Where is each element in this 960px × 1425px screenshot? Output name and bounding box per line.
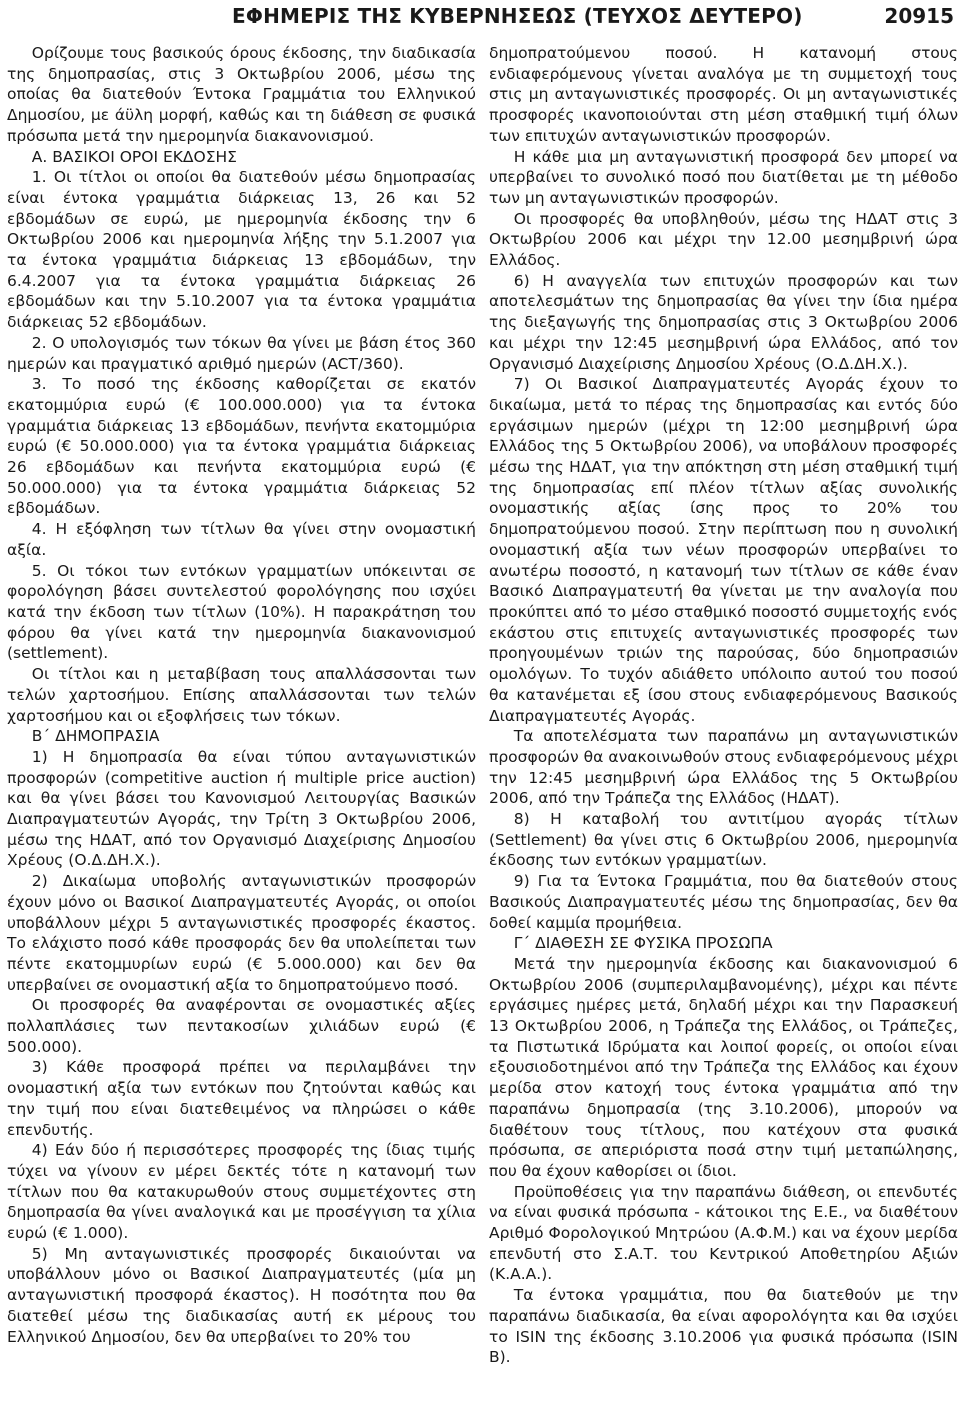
paragraph: 2. Ο υπολογισμός των τόκων θα γίνει με βάση έτος 360 ημερών και πραγματικό αριθμό ημερών (ACT/360). (7, 333, 476, 373)
paragraph: 2) Δικαίωμα υποβολής ανταγωνιστικών προσφορών έχουν μόνο οι Βασικοί Διαπραγματευτές Αγοράς, οι οποίοι υποβάλλουν μέχρι 5 ανταγωνιστικές προσφορές έκαστος. Το ελάχιστο ποσό κάθε προσφοράς δεν θα υπολείπεται των πέντε εκατομμυρίων ευρώ (€ 5.000.000) και δεν θα υπερβαίνει σε ονομαστική αξία το δημοπρατούμενο ποσό. (7, 872, 476, 994)
paragraph: 1. Οι τίτλοι οι οποίοι θα διατεθούν μέσω δημοπρασίας είναι έντοκα γραμμάτια διάρκειας 13, 26 και 52 εβδομάδων σε ευρώ, με ημερομηνία έκδοσης την 6 Οκτωβρίου 2006 και ημερομηνία λήξης την 5.1.2007 για τα έντοκα γραμμάτια διάρκειας 13 εβδομάδων, την 6.4.2007 για τα έντοκα γραμμάτια διάρκειας 26 εβδομάδων και την 5.10.2007 για τα έντοκα γραμμάτια διάρκειας 52 εβδομάδων. (7, 168, 476, 332)
paragraph: Μετά την ημερομηνία έκδοσης και διακανονισμού 6 Οκτωβρίου 2006 (συμπεριλαμβανομένης), μέχρι και πέντε εργάσιμες ημέρες μετά, δηλαδή μέχρι και την Παρασκευή 13 Οκτωβρίου 2006, η Τράπεζα της Ελλάδος, οι Τράπεζες, τα Πιστωτικά Ιδρύματα και λοιποί φορείς, οι οποίοι είναι εξουσιοδοτημένοι από την Τράπεζα της Ελλάδος και έχουν μερίδα στον κατοχή τους έντοκα γραμμάτια από την παραπάνω δημοπρασία (της 3.10.2006), μπορούν να διαθέτουν τους τίτλους, που κατέχουν στα φυσικά πρόσωπα, σε απεριόριστα ποσά στην τιμή μεταπώλησης, που θα έχουν καθορίσει οι ίδιοι. (489, 954, 958, 1180)
paragraph: Οι τίτλοι και η μεταβίβαση τους απαλλάσσονται των τελών χαρτοσήμου. Επίσης απαλλάσσονται των τελών χαρτοσήμου και οι εξοφλήσεις των τόκων. (7, 665, 476, 725)
page-number: 20915 (884, 4, 954, 28)
left-column (7, 43, 476, 1347)
paragraph: Τα έντοκα γραμμάτια, που θα διατεθούν με την παραπάνω διαδικασία, θα είναι αφορολόγητα και θα ισχύει το ISIN της έκδοσης 3.10.2006 για φυσικά πρόσωπα (ISIN B). (489, 1286, 958, 1367)
paragraph: 8) Η καταβολή του αντιτίμου αγοράς τίτλων (Settlement) θα γίνει στις 6 Οκτωβρίου 2006, ημερομηνία έκδοσης των εντόκων γραμματίων. (489, 810, 958, 870)
paragraph: 6) Η αναγγελία των επιτυχών προσφορών και των αποτελεσμάτων της δημοπρασίας θα γίνει την ίδια ημέρα της διεξαγωγής της δημοπρασίας στις 3 Οκτωβρίου 2006 και μέχρι την 12:45 μεσημβρινή ώρα Ελλάδος, από τον Οργανισμό Διαχείρισης Δημοσίου Χρέους (Ο.Δ.ΔΗ.Χ.). (489, 271, 958, 373)
paragraph: 4. Η εξόφληση των τίτλων θα γίνει στην ονομαστική αξία. (7, 520, 476, 559)
paragraph: 3. Το ποσό της έκδοσης καθορίζεται σε εκατόν εκατομμύρια ευρώ (€ 100.000.000) για τα έντοκα γραμμάτια διάρκειας 13 εβδομάδων, πενήντα εκατομμύρια ευρώ (€ 50.000.000) για τα έντοκα γραμμάτια διάρκειας 26 εβδομάδων και πενήντα εκατομμύρια ευρώ (€ 50.000.000) για τα έντοκα γραμμάτια διάρκειας 52 εβδομάδων. (7, 375, 476, 518)
paragraph: Η κάθε μια μη ανταγωνιστική προσφορά δεν μπορεί να υπερβαίνει το συνολικό ποσό που διατίθεται με τη μέθοδο των μη ανταγωνιστικών προσφορών. (489, 147, 958, 207)
paragraph: Τα αποτελέσματα των παραπάνω μη ανταγωνιστικών προσφορών θα ανακοινωθούν στους ενδιαφερόμενους μέχρι την 12:45 μεσημβρινή ώρα Ελλάδος της 5 Οκτωβρίου 2006, από την Τράπεζα της Ελλάδος (ΗΔΑΤ). (489, 727, 958, 808)
header-title: ΕΦΗΜΕΡΙΣ ΤΗΣ ΚΥΒΕΡΝΗΣΕΩΣ (ΤΕΥΧΟΣ ΔΕΥΤΕΡΟ) (232, 4, 803, 28)
paragraph: 1) Η δημοπρασία θα είναι τύπου ανταγωνιστικών προσφορών (competitive auction ή multiple price auction) και θα γίνει βάσει του Κανονισμού Λειτουργίας Βασικών Διαπραγματευτών Αγοράς, την Τρίτη 3 Οκτωβρίου 2006, μέσω της ΗΔΑΤ, από τον Οργανισμό Διαχείρισης Δημοσίου Χρέους (Ο.Δ.ΔΗ.Χ.). (7, 747, 476, 870)
paragraph: Προϋποθέσεις για την παραπάνω διάθεση, οι επενδυτές να είναι φυσικά πρόσωπα - κάτοικοι της Ε.Ε., να διαθέτουν Αριθμό Φορολογικού Μητρώου (Α.Φ.Μ.) και να έχουν μερίδα επενδυτή στο Σ.Α.Τ. του Κεντρικού Αποθετηρίου Αξιών (Κ.Α.Α.). (489, 1182, 958, 1284)
page-header (0, 0, 960, 40)
section-heading: Β΄ ΔΗΜΟΠΡΑΣΙΑ (31, 727, 160, 746)
paragraph: 5) Μη ανταγωνιστικές προσφορές δικαιούνται να υποβάλλουν μόνο οι Βασικοί Διαπραγματευτές (μία μη ανταγωνιστική προσφορά έκαστος). Η ποσότητα που θα διατεθεί μέσω της διαδικασίας αυτή εκ μέρους του Ελληνικού Δημοσίου, δεν θα υπερβαίνει το 20% του (7, 1244, 476, 1346)
section-heading: Γ΄ ΔΙΑΘΕΣΗ ΣΕ ΦΥΣΙΚΑ ΠΡΟΣΩΠΑ (513, 934, 773, 953)
right-column (489, 43, 958, 1368)
section-heading: Α. ΒΑΣΙΚΟΙ ΟΡΟΙ ΕΚΔΟΣΗΣ (31, 147, 237, 166)
paragraph: Ορίζουμε τους βασικούς όρους έκδοσης, την διαδικασία της δημοπρασίας, στις 3 Οκτωβρίου 2006, μέσω της οποίας θα διατεθούν Έντοκα Γραμμάτια του Ελληνικού Δημοσίου, με άϋλη μορφή, καθώς και τη διάθεση σε φυσικά πρόσωπα μετά την ημερομηνία διακανονισμού. (7, 44, 476, 145)
paragraph: Οι προσφορές θα υποβληθούν, μέσω της ΗΔΑΤ στις 3 Οκτωβρίου 2006 και μέχρι την 12.00 μεσημβρινή ώρα Ελλάδος. (489, 209, 958, 270)
paragraph: 9) Για τα Έντοκα Γραμμάτια, που θα διατεθούν στους Βασικούς Διαπραγματευτές μέσω της δημοπρασίας, δεν θα δοθεί καμμία προμήθεια. (489, 872, 958, 932)
paragraph: 4) Εάν δύο ή περισσότερες προσφορές της ίδιας τιμής τύχει να γίνουν εν μέρει δεκτές τότε η κατανομή των τίτλων που θα κατακυρωθούν στους συμμετέχοντες στη δημοπρασία θα γίνει αναλογικά και με προσέγγιση τα χίλια ευρώ (€ 1.000). (7, 1141, 476, 1243)
paragraph: 3) Κάθε προσφορά πρέπει να περιλαμβάνει την ονομαστική αξία των εντόκων που ζητούνται καθώς και την τιμή που είναι διατεθειμένος να πληρώσει ο κάθε επενδυτής. (7, 1058, 476, 1139)
paragraph: Οι προσφορές θα αναφέρονται σε ονομαστικές αξίες πολλαπλάσιες των πεντακοσίων χιλιάδων ευρώ (€ 500.000). (7, 996, 476, 1056)
paragraph: 5. Οι τόκοι των εντόκων γραμματίων υπόκεινται σε φορολόγηση βάσει συντελεστού φορολόγησης που ισχύει κατά την έκδοση των τίτλων (10%). Η παρακράτηση του φόρου θα γίνει κατά την ημερομηνία διακανονισμού (settlement). (7, 561, 476, 663)
paragraph: 7) Οι Βασικοί Διαπραγματευτές Αγοράς έχουν το δικαίωμα, μετά το πέρας της δημοπρασίας και εντός δύο εργάσιμων ημερών (μέχρι τη 12:00 μεσημβρινή ώρα Ελλάδος της 5 Οκτωβρίου 2006), να υποβάλουν προσφορές μέσω της ΗΔΑΤ, για την απόκτηση στη μέση σταθμική τιμή της δημοπρασίας επί πλέον τίτλων αξίας συνολικής ονομαστικής αξίας ίσης προς το 20% του δημοπρατούμενου ποσού. Στην περίπτωση που η συνολική ονομαστική αξία των νέων προσφορών υπερβαίνει το ανωτέρω ποσοστό, η κατανομή των τίτλων σε κάθε έναν Βασικό Διαπραγματευτή θα γίνεται με την αναλογία που προκύπτει από το μέσο σταθμικό ποσοστό συμμετοχής ενός εκάστου στις επιτυχείς ανταγωνιστικές προσφορές των προηγουμένων τριών της παρούσας, δύο δημοπρασιών ομολόγων. Το τυχόν αδιάθετο υπόλοιπο αυτού του ποσού θα κατανέμεται εξ ίσου στους ενδιαφερόμενους Βασικούς Διαπραγματευτές Αγοράς. (489, 375, 958, 725)
paragraph: δημοπρατούμενου ποσού. Η κατανομή στους ενδιαφερόμενους γίνεται αναλόγα με τη συμμετοχή τους στις μη ανταγωνιστικές προσφορές. Οι μη ανταγωνιστικές προσφορές ικανοποιούνται στη μέση σταθμική τιμή όλων των επιτυχών ανταγωνιστικών προσφορών. (489, 44, 958, 145)
